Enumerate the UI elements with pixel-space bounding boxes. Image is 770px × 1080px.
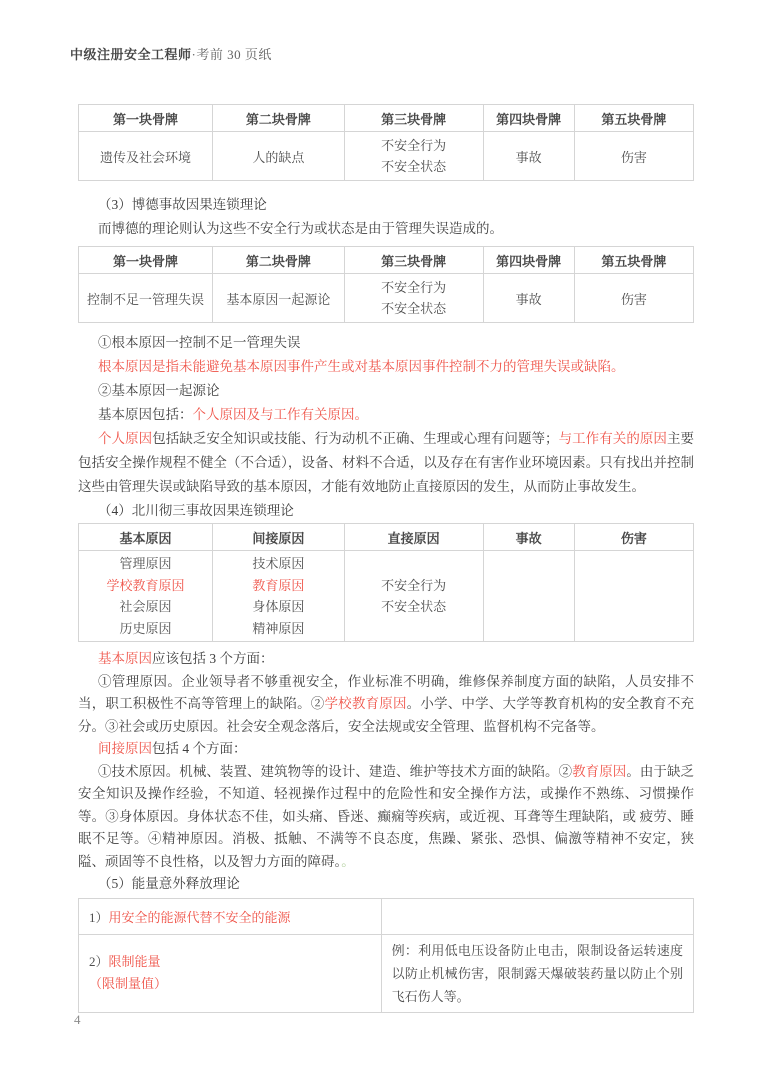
header-cell: 第三块骨牌: [344, 247, 483, 274]
table-row: [79, 274, 694, 323]
table-header-row: [79, 524, 694, 551]
cell-line: 不安全行为: [381, 577, 447, 593]
cell-line: [89, 951, 371, 973]
text-segment: 。小学、中学、大学等教育机构的安全教育不充分。③社会或历史原因。社会安全观念落后，安全法规或安全管理、监督机构不完备等。: [78, 696, 695, 734]
cell-line: 不安全行为: [381, 280, 447, 295]
paragraph: 而博德的理论则认为这些不安全行为或状态是由于管理失误造成的。: [98, 221, 503, 236]
doc-title-separator: ·: [191, 47, 197, 62]
table-cell: [79, 934, 382, 1012]
table-cell: [79, 551, 213, 642]
table-cell: 事故: [483, 132, 574, 181]
cell-line: 不安全状态: [381, 159, 447, 174]
cell-line: 精神原因: [252, 620, 305, 636]
cell-line: 不安全行为: [381, 138, 447, 153]
highlighted-cell-line: 学校教育原因: [106, 577, 185, 593]
bode-notes: [78, 331, 694, 523]
doc-subtitle: 考前 30 页纸: [196, 47, 272, 62]
cell-line: 不安全状态: [381, 301, 447, 316]
paragraph: [78, 761, 694, 874]
highlighted-segment: 教育原因: [572, 763, 627, 779]
section-heading: （5）能量意外释放理论: [98, 876, 240, 891]
doc-title: 中级注册安全工程师: [70, 47, 192, 62]
highlighted-definition: 根本原因是指未能避免基本原因事件产生或对基本原因事件控制不力的管理失误或缺陷。: [98, 359, 625, 374]
table-row: [79, 898, 694, 934]
highlighted-cell-line: 教育原因: [252, 577, 305, 593]
kitagawa-notes: [78, 648, 694, 896]
table-cell: 伤害: [574, 132, 693, 181]
table-cell: [344, 132, 483, 181]
table-cell: 例：利用低电压设备防止电击，限制设备运转速度以防止机械伤害，限制露天爆破装药量以防止个别飞石伤人等。: [381, 934, 693, 1012]
heinrich-domino-table: [78, 104, 694, 181]
table-row: [79, 551, 694, 642]
table-header-row: [79, 247, 694, 274]
header-cell: 第一块骨牌: [79, 247, 213, 274]
list-item: ①根本原因一控制不足一管理失误: [98, 335, 301, 350]
cell-line: 身体原因: [252, 599, 305, 614]
table-row: [79, 132, 694, 181]
header-cell: 第四块骨牌: [483, 247, 574, 274]
text-segment: ①技术原因。机械、装置、建筑物等的设计、建造、维护等技术方面的缺陷。②: [98, 763, 573, 779]
item-number: 1）: [89, 909, 109, 925]
header-cell: 事故: [483, 524, 574, 551]
table-cell: 遗传及社会环境: [79, 132, 213, 181]
bode-section: [78, 193, 694, 241]
table-cell: [79, 898, 382, 934]
highlighted-cell-line: （限制量值）: [89, 976, 168, 991]
header-cell: 第四块骨牌: [483, 105, 574, 132]
item-number: 2）: [89, 954, 109, 969]
cell-line: 不安全状态: [381, 599, 447, 614]
header-cell: 第五块骨牌: [574, 247, 693, 274]
cell-line: 历史原因: [119, 620, 172, 636]
highlighted-segment: 个人原因及与工作有关原因。: [192, 407, 368, 422]
list-item: [78, 738, 694, 761]
list-item: [78, 648, 694, 671]
highlighted-segment: 间接原因: [98, 741, 152, 756]
text-segment: 包括 4 个方面：: [152, 741, 247, 756]
text-segment: 应该包括 3 个方面：: [152, 651, 274, 666]
table-cell: [574, 551, 693, 642]
header-cell: 间接原因: [213, 524, 345, 551]
doc-header: [70, 44, 272, 63]
table-cell: 伤害: [574, 274, 693, 323]
table-cell: [213, 551, 345, 642]
text-segment: ①管理原因。企业领导者不够重视安全，作业标准不明确，维修保养制度方面的缺陷，人员安排不当，职工积极性不高等管理上的缺陷。②: [78, 673, 694, 711]
cell-line: 技术原因: [252, 556, 305, 571]
table-cell: [381, 898, 693, 934]
list-item: [78, 403, 694, 427]
text-segment: 主要包括安全操作规程不健全（不合适），设备、材料不合适，以及存在有害作业环境因素。只有找出并控制这些由管理失误或缺陷导致的基本原因，才能有效地防止直接原因的发生，从而防止事故发生。: [78, 431, 695, 494]
table-cell: [344, 551, 483, 642]
page-content: [78, 104, 694, 1013]
header-cell: 第二块骨牌: [213, 105, 345, 132]
highlighted-segment: 用安全的能源代替不安全的能源: [108, 909, 291, 925]
highlighted-segment: 与工作有关的原因: [558, 431, 667, 446]
list-item: ②基本原因一起源论: [98, 383, 220, 398]
header-cell: 第五块骨牌: [574, 105, 693, 132]
highlighted-segment: 基本原因: [98, 651, 152, 666]
table-row: [79, 934, 694, 1012]
highlighted-segment: 个人原因: [98, 431, 153, 446]
section-heading: （4）北川彻三事故因果连锁理论: [98, 503, 294, 518]
paragraph: [78, 427, 694, 499]
header-cell: 基本原因: [79, 524, 213, 551]
header-cell: 第三块骨牌: [344, 105, 483, 132]
energy-release-table: [78, 898, 694, 1013]
cell-line: 社会原因: [119, 599, 172, 614]
table-cell: 控制不足一管理失误: [79, 274, 213, 323]
cell-line: 管理原因: [119, 556, 172, 571]
table-cell: [344, 274, 483, 323]
annotation-mark: 。: [341, 853, 355, 869]
kitagawa-table: [78, 523, 694, 642]
text-segment: 。由于缺乏安全知识及操作经验，不知道、轻视操作过程中的危险性和安全操作方法，或操作不熟练、习惯操作等。③身体原因。身体状态不佳，如头痛、昏迷、癫痫等疾病，或近视、耳聋等生理缺陷，或 疲劳、睡眠不足等。④精神原因。消极、抵触、不满等不良态度，焦躁、紧张、恐惧、偏激等精神不安定，狭隘、顽固等不良性格，以及智力方面的障碍。: [78, 763, 695, 869]
header-cell: 伤害: [574, 524, 693, 551]
table-cell: 人的缺点: [213, 132, 345, 181]
text-segment: 基本原因包括：: [98, 407, 193, 422]
text-segment: 包括缺乏安全知识或技能、行为动机不正确、生理或心理有问题等；: [152, 431, 559, 446]
bode-domino-table: [78, 246, 694, 323]
page-number: 4: [74, 1012, 81, 1027]
table-header-row: [79, 105, 694, 132]
header-cell: 直接原因: [344, 524, 483, 551]
header-cell: 第一块骨牌: [79, 105, 213, 132]
highlighted-segment: 限制能量: [108, 954, 161, 969]
highlighted-segment: 学校教育原因: [324, 696, 407, 711]
table-cell: [483, 551, 574, 642]
table-cell: 基本原因一起源论: [213, 274, 345, 323]
section-heading: （3）博德事故因果连锁理论: [98, 197, 267, 212]
paragraph: [78, 671, 694, 739]
table-cell: 事故: [483, 274, 574, 323]
header-cell: 第二块骨牌: [213, 247, 345, 274]
